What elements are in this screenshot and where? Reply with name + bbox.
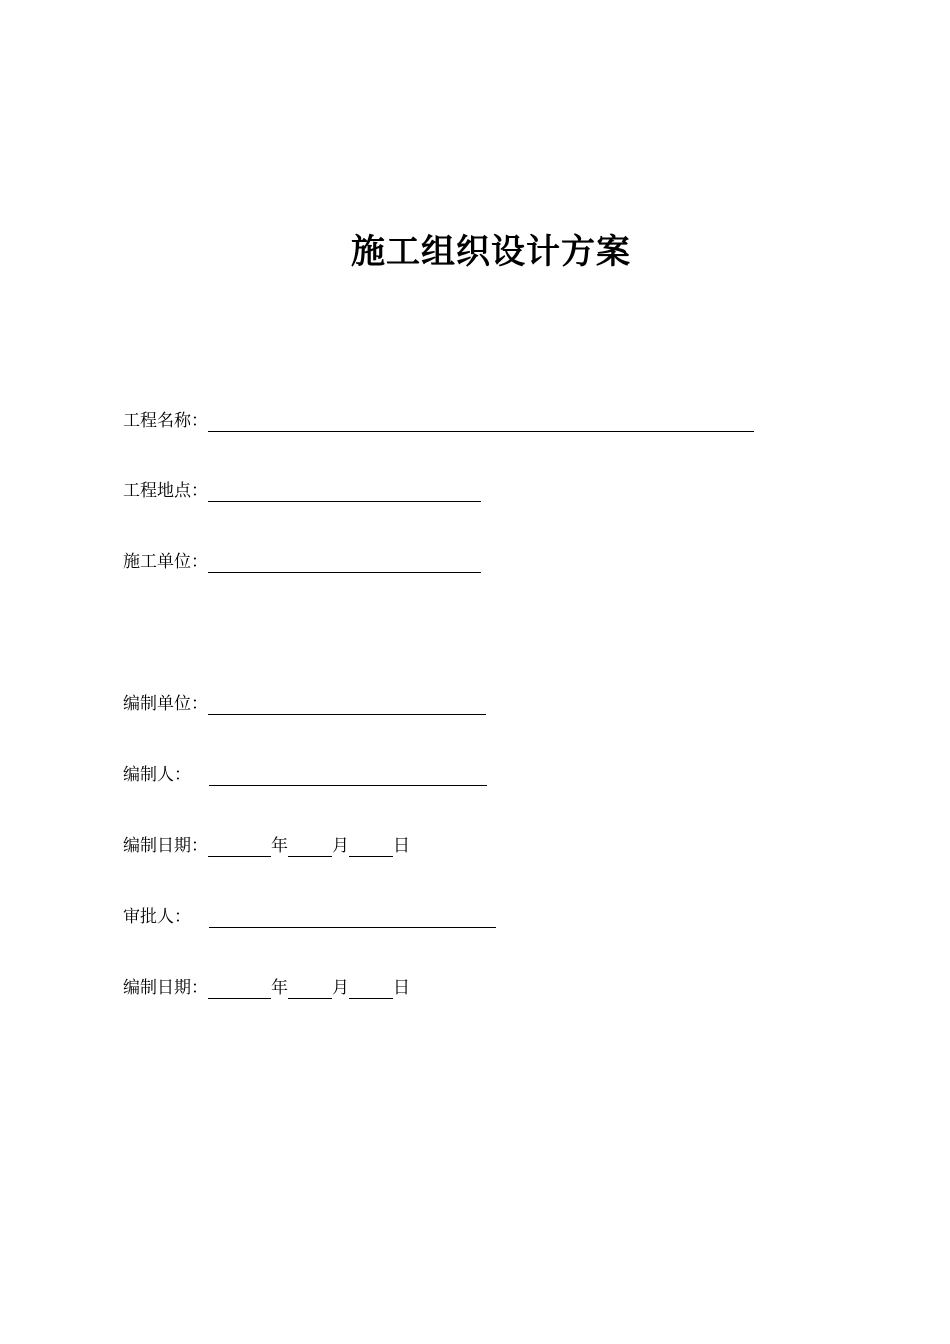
- compile-day-unit: 日: [393, 836, 410, 856]
- approve-year-field[interactable]: [208, 978, 271, 999]
- compile-month-unit: 月: [332, 836, 349, 856]
- approver-row: [123, 898, 496, 928]
- compile-day-field[interactable]: [349, 836, 393, 857]
- compile-date-label: 编制日期：: [123, 836, 208, 856]
- approver-field[interactable]: [209, 907, 496, 928]
- approve-day-unit: 日: [393, 978, 410, 998]
- project-name-label: 工程名称：: [123, 411, 208, 431]
- compiler-field[interactable]: [209, 765, 487, 786]
- construction-unit-field[interactable]: [208, 552, 481, 573]
- construction-unit-row: [123, 543, 481, 573]
- compiling-unit-row: [123, 685, 486, 715]
- construction-unit-label: 施工单位：: [123, 552, 208, 572]
- approve-day-field[interactable]: [349, 978, 393, 999]
- approve-date-row: [123, 969, 410, 999]
- compile-year-field[interactable]: [208, 836, 271, 857]
- approve-date-label: 编制日期：: [123, 978, 208, 998]
- project-location-field[interactable]: [208, 481, 481, 502]
- project-location-label: 工程地点：: [123, 481, 208, 501]
- compile-year-unit: 年: [271, 836, 288, 856]
- compiling-unit-label: 编制单位：: [123, 694, 208, 714]
- compiling-unit-field[interactable]: [208, 694, 486, 715]
- approve-year-unit: 年: [271, 978, 288, 998]
- compiler-row: [123, 756, 487, 786]
- compile-date-row: [123, 827, 410, 857]
- approver-label: 审批人：: [123, 907, 191, 927]
- compiler-label: 编制人：: [123, 765, 191, 785]
- project-location-row: [123, 472, 481, 502]
- approve-month-unit: 月: [332, 978, 349, 998]
- project-name-field[interactable]: [208, 411, 754, 432]
- approve-month-field[interactable]: [288, 978, 332, 999]
- compile-month-field[interactable]: [288, 836, 332, 857]
- document-title: 施工组织设计方案: [351, 232, 631, 272]
- project-name-row: [123, 402, 754, 432]
